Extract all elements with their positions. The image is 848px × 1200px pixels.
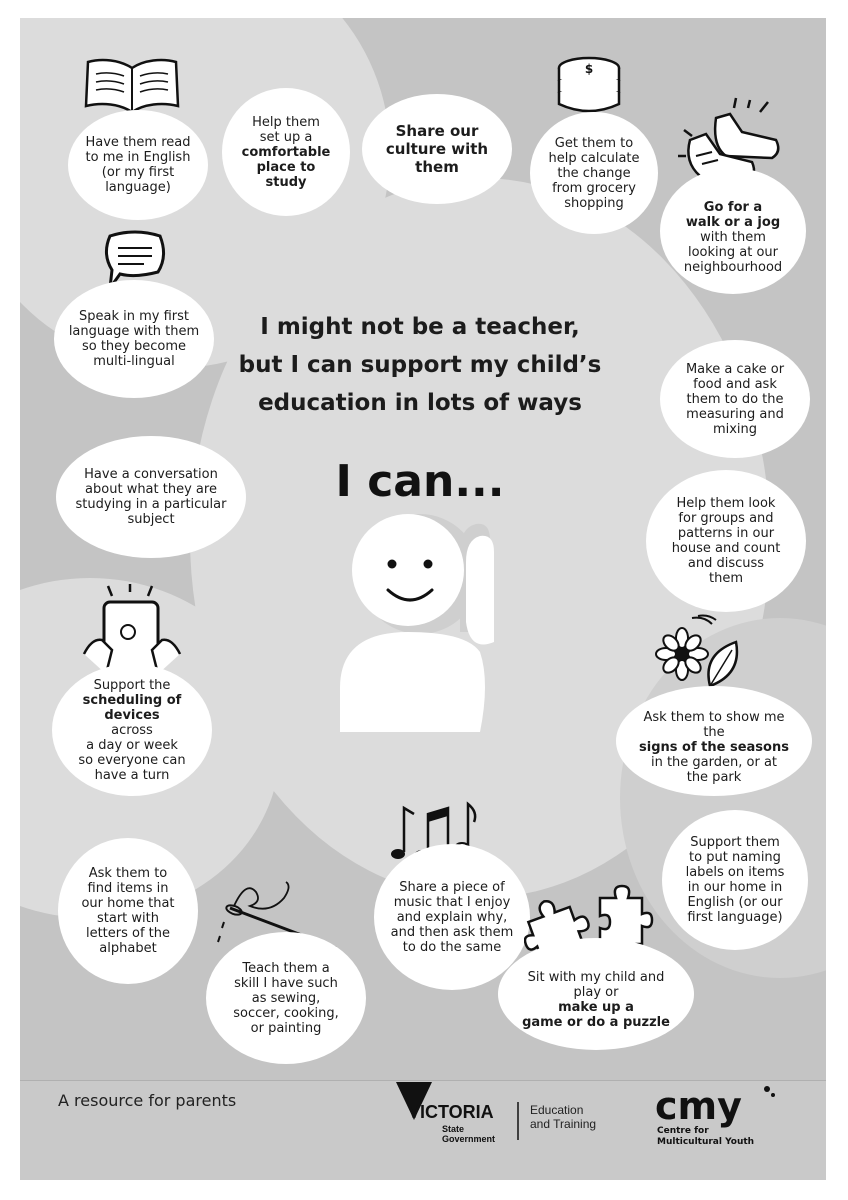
bubble-walk: Go for a walk or a jog with them looking at our neighbourhood bbox=[660, 168, 806, 294]
bubble-read: Have them read to me in English (or my first language) bbox=[68, 110, 208, 220]
svg-text:Government: Government bbox=[442, 1134, 496, 1144]
bubble-culture: Share our culture with them bbox=[362, 94, 512, 204]
victoria-wordmark: VICTORIA bbox=[408, 1102, 494, 1122]
smiling-figure-raising-hand bbox=[320, 512, 510, 732]
bubble-alphabet: Ask them to find items in our home that start with letters of the alphabet bbox=[58, 838, 198, 984]
svg-text:Centre for: Centre for bbox=[657, 1126, 709, 1136]
i-can-title: I can... bbox=[335, 456, 505, 507]
bubble-devices: Support the scheduling of devices across a day or week so everyone can have a turn bbox=[52, 664, 212, 796]
bubble-music: Share a piece of music that I enjoy and explain why, and then ask them to do the same bbox=[374, 844, 530, 990]
open-book-icon bbox=[82, 54, 182, 116]
bubble-labels: Support them to put naming labels on items in our home in English (or our first language) bbox=[662, 810, 808, 950]
cmy-logo bbox=[655, 1083, 785, 1149]
bubble-puzzle: Sit with my child and play or make up a game or do a puzzle bbox=[498, 938, 694, 1050]
bubble-patterns: Help them look for groups and patterns in our house and count and discuss them bbox=[646, 470, 806, 612]
bubble-study: Help them set up a comfortable place to study bbox=[222, 88, 350, 216]
bubble-skill: Teach them a skill I have such as sewing, soccer, cooking, or painting bbox=[206, 932, 366, 1064]
svg-text:Education: Education bbox=[530, 1103, 584, 1117]
page-title: I might not be a teacher, but I can support my child’s education in lots of ways bbox=[238, 314, 602, 416]
svg-text:Multicultural Youth: Multicultural Youth bbox=[657, 1137, 755, 1147]
flower-leaf-icon bbox=[652, 614, 742, 694]
svg-text:$: $ bbox=[584, 62, 594, 76]
svg-text:and Training: and Training bbox=[530, 1117, 597, 1131]
bubble-conversation: Have a conversation about what they are studying in a particular subject bbox=[56, 436, 246, 558]
bubble-cake: Make a cake or food and ask them to do the measuring and mixing bbox=[660, 340, 810, 458]
bubble-change: Get them to help calculate the change from grocery shopping bbox=[530, 112, 658, 234]
cmy-wordmark: cmy bbox=[655, 1084, 742, 1128]
bubble-speak: Speak in my first language with them so they become multi-lingual bbox=[54, 280, 214, 398]
svg-text:State: State bbox=[442, 1124, 465, 1134]
coins-icon bbox=[552, 54, 626, 118]
bubble-seasons: Ask them to show me the signs of the seasons in the garden, or at the park bbox=[616, 686, 812, 796]
resource-label: A resource for parents bbox=[58, 1091, 237, 1110]
poster bbox=[20, 18, 826, 1180]
victoria-government-logo bbox=[392, 1080, 622, 1150]
